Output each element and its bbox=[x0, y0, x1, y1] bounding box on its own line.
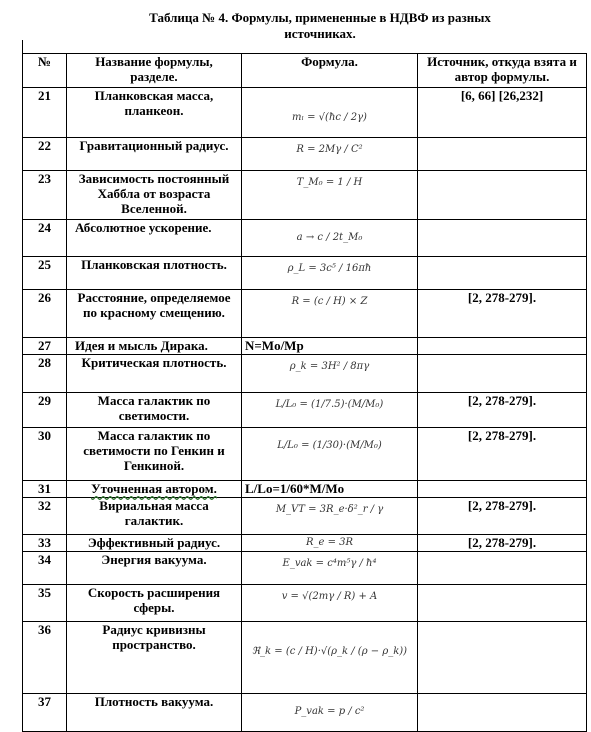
formula-table bbox=[22, 53, 587, 732]
row-formula bbox=[242, 290, 418, 338]
formula-image: mₗ = √(ħc / 2γ) bbox=[292, 112, 367, 123]
formula-image: P_vak = p / c² bbox=[294, 706, 365, 717]
row-source bbox=[418, 622, 587, 694]
row-source bbox=[418, 355, 587, 393]
row-name: Гравитационный радиус. bbox=[67, 138, 242, 171]
row-name: Скорость расширения сферы. bbox=[67, 585, 242, 622]
row-num: 30 bbox=[23, 428, 67, 481]
row-source: [2, 278-279]. bbox=[418, 535, 587, 552]
row-num: 33 bbox=[23, 535, 67, 552]
table-row bbox=[23, 138, 587, 171]
formula-image: T_M₀ = 1 / H bbox=[296, 177, 363, 188]
formula-image: R = (c / H) × Z bbox=[291, 296, 368, 307]
row-source: [6, 66] [26,232] bbox=[418, 88, 587, 138]
row-num: 29 bbox=[23, 393, 67, 428]
header-formula: Формула. bbox=[242, 54, 418, 88]
row-num: 26 bbox=[23, 290, 67, 338]
table-row bbox=[23, 355, 587, 393]
table-row bbox=[23, 552, 587, 585]
row-num: 32 bbox=[23, 498, 67, 535]
row-name: Вириальная масса галактик. bbox=[67, 498, 242, 535]
caption-line-2: источниках. bbox=[284, 26, 356, 41]
table-caption bbox=[120, 10, 520, 42]
row-name: Масса галактик по светимости. bbox=[67, 393, 242, 428]
table-row bbox=[23, 220, 587, 257]
row-name bbox=[67, 171, 242, 220]
row-formula bbox=[242, 694, 418, 732]
formula-image: R_e = 3R bbox=[305, 537, 354, 548]
formula-image: M_VT = 3R_e·δ²_r / γ bbox=[275, 504, 384, 515]
row-formula bbox=[242, 138, 418, 171]
row-name: Идея и мысль Дирака. bbox=[67, 338, 242, 355]
row-num: 24 bbox=[23, 220, 67, 257]
row-name: Критическая плотность. bbox=[67, 355, 242, 393]
caption-line-1: Таблица № 4. Формулы, примененные в НДВФ из разных bbox=[149, 10, 491, 25]
table-row bbox=[23, 535, 587, 552]
header-source: Источник, откуда взята и автор формулы. bbox=[418, 54, 587, 88]
row-formula bbox=[242, 220, 418, 257]
row-source bbox=[418, 220, 587, 257]
row-source: [2, 278-279]. bbox=[418, 498, 587, 535]
table-row bbox=[23, 622, 587, 694]
row-source bbox=[418, 694, 587, 732]
row-num: 35 bbox=[23, 585, 67, 622]
row-name: Плотность вакуума. bbox=[67, 694, 242, 732]
row-source bbox=[418, 138, 587, 171]
row-name: Эффективный радиус. bbox=[67, 535, 242, 552]
row-formula bbox=[242, 552, 418, 585]
row-name: Радиус кривизны пространство. bbox=[67, 622, 242, 694]
header-name: Название формулы, разделе. bbox=[67, 54, 242, 88]
row-num: 36 bbox=[23, 622, 67, 694]
table-row bbox=[23, 498, 587, 535]
row-num: 34 bbox=[23, 552, 67, 585]
formula-image: v = √(2mγ / R) + A bbox=[281, 591, 378, 602]
row-name: Планковская масса, планкеон. bbox=[67, 88, 242, 138]
row-source bbox=[418, 338, 587, 355]
row-formula bbox=[242, 355, 418, 393]
row-source bbox=[418, 257, 587, 290]
row-name-text: Уточненная автором. bbox=[91, 481, 217, 496]
row-source bbox=[418, 171, 587, 220]
row-name: Расстояние, определяемое по красному смещению. bbox=[67, 290, 242, 338]
margin-mark bbox=[22, 40, 23, 54]
formula-image: L/L₀ = (1/7.5)·(M/M₀) bbox=[275, 399, 384, 410]
row-formula bbox=[242, 428, 418, 481]
table-row bbox=[23, 694, 587, 732]
row-num: 37 bbox=[23, 694, 67, 732]
row-formula bbox=[242, 585, 418, 622]
row-num: 23 bbox=[23, 171, 67, 220]
table-row bbox=[23, 481, 587, 498]
row-formula: N=Mo/Mp bbox=[242, 338, 418, 355]
formula-image: ℜ_k = (c / H)·√(ρ_k / (ρ − ρ_k)) bbox=[251, 646, 408, 657]
table-row bbox=[23, 171, 587, 220]
row-name-text: Зависимость постоянный Хаббла от возраста Вселенной. bbox=[78, 171, 230, 216]
table-row bbox=[23, 393, 587, 428]
table-row bbox=[23, 428, 587, 481]
formula-image: ρ_L = 3c⁵ / 16πħ bbox=[287, 263, 372, 274]
header-num: № bbox=[23, 54, 67, 88]
row-source: [2, 278-279]. bbox=[418, 393, 587, 428]
row-name bbox=[67, 481, 242, 498]
row-formula bbox=[242, 498, 418, 535]
formula-image: a → c / 2t_M₀ bbox=[296, 232, 363, 243]
row-name: Энергия вакуума. bbox=[67, 552, 242, 585]
table-row bbox=[23, 257, 587, 290]
table-row bbox=[23, 585, 587, 622]
row-num: 25 bbox=[23, 257, 67, 290]
row-name: Планковская плотность. bbox=[67, 257, 242, 290]
formula-image: R = 2Mγ / C² bbox=[296, 144, 363, 155]
row-name: Масса галактик по светимости по Генкин и Генкиной. bbox=[67, 428, 242, 481]
formula-image: L/L₀ = (1/30)·(M/M₀) bbox=[277, 440, 382, 451]
row-num: 21 bbox=[23, 88, 67, 138]
row-source bbox=[418, 481, 587, 498]
row-formula bbox=[242, 393, 418, 428]
table-row bbox=[23, 88, 587, 138]
row-num: 27 bbox=[23, 338, 67, 355]
row-num: 22 bbox=[23, 138, 67, 171]
formula-image: ρ_k = 3H² / 8πγ bbox=[289, 361, 370, 372]
table-row bbox=[23, 290, 587, 338]
header-row bbox=[23, 54, 587, 88]
row-formula bbox=[242, 88, 418, 138]
row-source: [2, 278-279]. bbox=[418, 428, 587, 481]
row-formula bbox=[242, 622, 418, 694]
row-num: 31 bbox=[23, 481, 67, 498]
row-source bbox=[418, 585, 587, 622]
row-formula bbox=[242, 257, 418, 290]
row-num: 28 bbox=[23, 355, 67, 393]
formula-image: E_vak = c⁴m⁵γ / ħ⁴ bbox=[282, 558, 377, 569]
row-formula bbox=[242, 171, 418, 220]
row-formula: L/Lo=1/60*M/Mo bbox=[242, 481, 418, 498]
row-name: Абсолютное ускорение. bbox=[67, 220, 242, 257]
row-formula bbox=[242, 535, 418, 552]
table-row bbox=[23, 338, 587, 355]
row-source: [2, 278-279]. bbox=[418, 290, 587, 338]
row-source bbox=[418, 552, 587, 585]
